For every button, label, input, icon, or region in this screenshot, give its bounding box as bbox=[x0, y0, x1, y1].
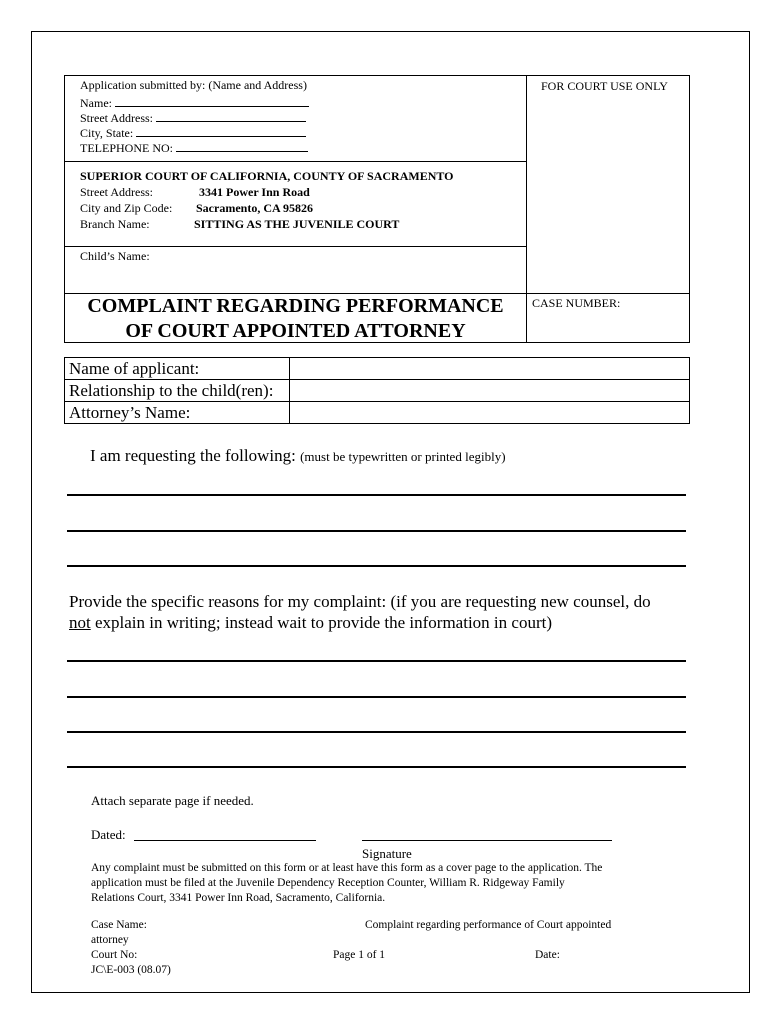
court-branch-label: Branch Name: bbox=[80, 217, 150, 231]
applicant-phone-label: TELEPHONE NO: bbox=[80, 141, 173, 155]
attach-note: Attach separate page if needed. bbox=[91, 793, 254, 808]
applicant-name-field[interactable] bbox=[115, 93, 309, 107]
request-line-1[interactable] bbox=[67, 494, 686, 496]
reasons-not-word: not bbox=[69, 613, 91, 632]
footer-court-no-label: Court No: bbox=[91, 949, 138, 961]
court-branch-value: SITTING AS THE JUVENILE COURT bbox=[194, 217, 400, 231]
court-city-value: Sacramento, CA 95826 bbox=[196, 201, 313, 215]
reasons-line-2 bbox=[69, 612, 651, 633]
request-label: I am requesting the following: bbox=[90, 446, 296, 465]
table-row bbox=[65, 358, 690, 380]
applicant-name-label: Name: bbox=[80, 96, 112, 110]
case-number-label: CASE NUMBER: bbox=[532, 296, 621, 310]
footer-date-label: Date: bbox=[535, 949, 560, 961]
reasons-line-2-rest: explain in writing; instead wait to provide the information in court) bbox=[90, 613, 552, 632]
applicant-city-label: City, State: bbox=[80, 126, 134, 140]
court-use-label: FOR COURT USE ONLY bbox=[541, 79, 668, 93]
request-heading bbox=[90, 446, 506, 467]
attorney-name-input[interactable] bbox=[290, 402, 690, 424]
child-name-label: Child’s Name: bbox=[80, 249, 150, 263]
request-line-3[interactable] bbox=[67, 565, 686, 567]
applicant-name-cell-label: Name of applicant: bbox=[65, 358, 290, 380]
court-street-value: 3341 Power Inn Road bbox=[199, 185, 310, 199]
instruction-line-1: Any complaint must be submitted on this form or at least have this form as a cover page to the application. The bbox=[91, 862, 603, 874]
footer-form-title: Complaint regarding performance of Court appointed bbox=[365, 919, 612, 931]
case-number-field[interactable] bbox=[532, 312, 682, 338]
instruction-line-2: application must be filed at the Juvenile Dependency Reception Counter, William R. Ridgeway Family bbox=[91, 877, 565, 889]
reasons-line-b[interactable] bbox=[67, 696, 686, 698]
instruction-line-3: Relations Court, 3341 Power Inn Road, Sacramento, California. bbox=[91, 892, 386, 904]
attorney-name-cell-label: Attorney’s Name: bbox=[65, 402, 290, 424]
table-row bbox=[65, 380, 690, 402]
court-city-label: City and Zip Code: bbox=[80, 201, 173, 215]
child-name-field[interactable] bbox=[80, 264, 520, 290]
header-divider-1 bbox=[64, 161, 526, 162]
form-title bbox=[65, 294, 526, 344]
form-title-line-1: COMPLAINT REGARDING PERFORMANCE bbox=[87, 295, 504, 317]
reasons-line-1: Provide the specific reasons for my complaint: (if you are requesting new counsel, do bbox=[69, 592, 651, 611]
applicant-phone-field[interactable] bbox=[176, 138, 308, 152]
reasons-line-a[interactable] bbox=[67, 660, 686, 662]
table-row bbox=[65, 402, 690, 424]
signature-label: Signature bbox=[362, 846, 412, 861]
court-street-label: Street Address: bbox=[80, 185, 153, 199]
reasons-line-c[interactable] bbox=[67, 731, 686, 733]
signature-field[interactable] bbox=[362, 840, 612, 841]
reasons-instructions bbox=[69, 591, 651, 633]
dated-field[interactable] bbox=[134, 840, 316, 841]
footer-case-name-label: Case Name: bbox=[91, 919, 147, 931]
footer-attorney-word: attorney bbox=[91, 934, 129, 946]
form-title-line-2: OF COURT APPOINTED ATTORNEY bbox=[125, 320, 466, 342]
footer-form-id: JC\E-003 (08.07) bbox=[91, 964, 171, 976]
relationship-input[interactable] bbox=[290, 380, 690, 402]
header-divider-2 bbox=[64, 246, 526, 247]
applicant-street-field[interactable] bbox=[156, 108, 306, 122]
applicant-phone-row bbox=[80, 138, 308, 156]
applicant-city-field[interactable] bbox=[136, 123, 306, 137]
header-column-divider bbox=[526, 75, 527, 343]
footer-left bbox=[91, 918, 171, 978]
dated-label: Dated: bbox=[91, 827, 126, 842]
court-name: SUPERIOR COURT OF CALIFORNIA, COUNTY OF SACRAMENTO bbox=[80, 169, 454, 183]
filing-instructions bbox=[91, 861, 602, 906]
reasons-line-d[interactable] bbox=[67, 766, 686, 768]
request-note: (must be typewritten or printed legibly) bbox=[300, 449, 506, 464]
applicant-submitted-by: Application submitted by: (Name and Address) bbox=[80, 78, 307, 92]
request-line-2[interactable] bbox=[67, 530, 686, 532]
footer-page-label: Page 1 of 1 bbox=[333, 949, 386, 961]
applicant-info-table bbox=[64, 357, 690, 424]
applicant-name-input[interactable] bbox=[290, 358, 690, 380]
applicant-street-label: Street Address: bbox=[80, 111, 153, 125]
relationship-cell-label: Relationship to the child(ren): bbox=[65, 380, 290, 402]
